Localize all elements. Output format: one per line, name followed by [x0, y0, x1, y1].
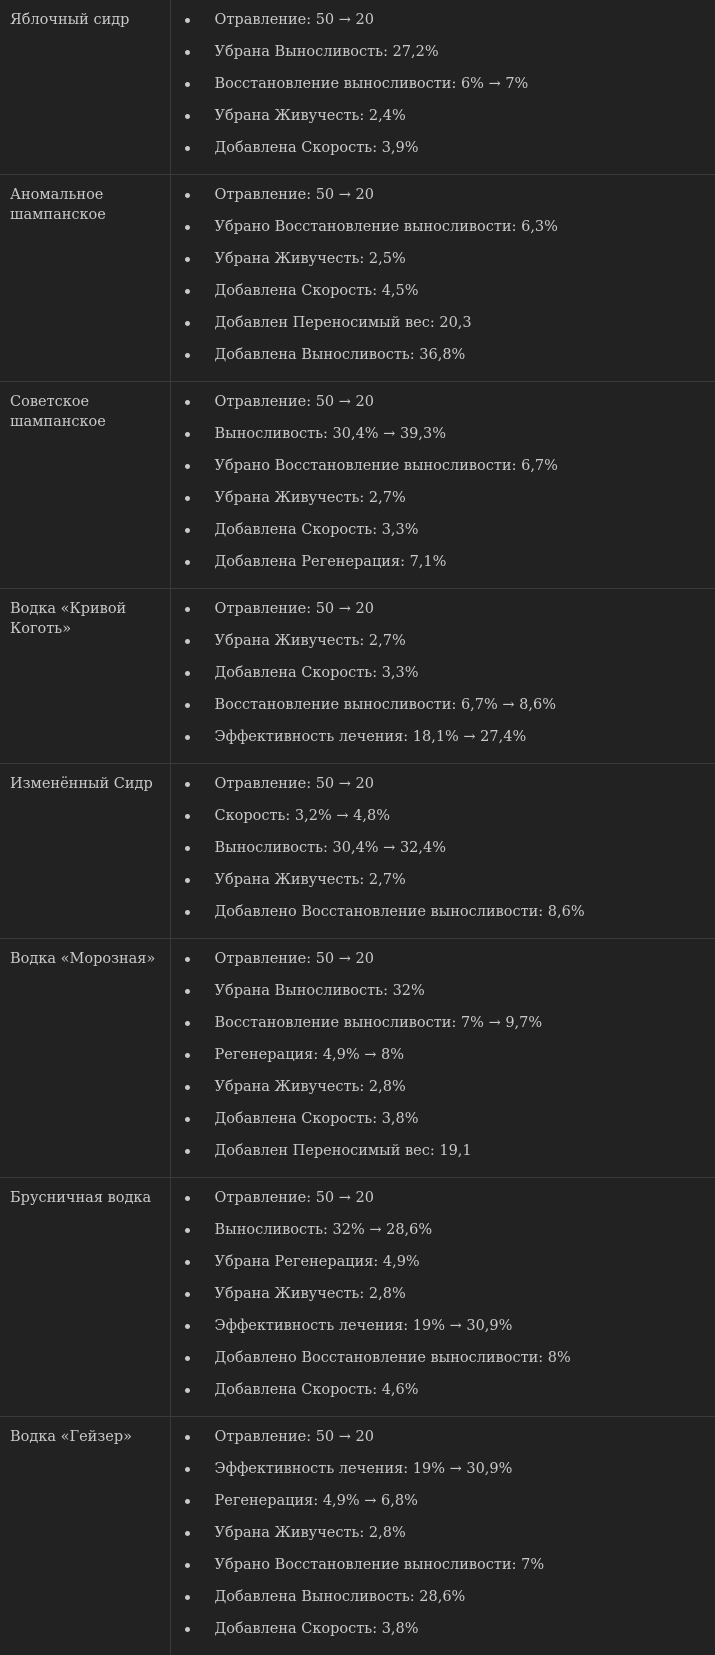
changes-cell [170, 939, 715, 1178]
changes-list [171, 764, 715, 938]
list-item [171, 1587, 715, 1619]
list-item [171, 392, 715, 424]
table-row [0, 382, 715, 589]
list-item [171, 1013, 715, 1045]
list-item [171, 870, 715, 902]
changes-cell [170, 764, 715, 939]
change-text: Отравление: 50 → 20 [215, 776, 374, 792]
bullet-icon [185, 1499, 190, 1504]
change-text: Добавлена Скорость: 3,8% [215, 1621, 419, 1637]
change-text: Скорость: 3,2% → 4,8% [215, 808, 390, 824]
list-item [171, 1380, 715, 1412]
list-item [171, 1555, 715, 1587]
table-row [0, 1178, 715, 1417]
list-item [171, 1045, 715, 1077]
list-item [171, 106, 715, 138]
drink-name: Яблочный сидр [0, 0, 170, 175]
bullet-icon [185, 146, 190, 151]
list-item [171, 1459, 715, 1491]
change-text: Убрана Регенерация: 4,9% [215, 1254, 420, 1270]
bullet-icon [185, 1324, 190, 1329]
list-item [171, 774, 715, 806]
change-text: Эффективность лечения: 19% → 30,9% [215, 1318, 513, 1334]
bullet-icon [185, 846, 190, 851]
change-text: Убрана Живучесть: 2,7% [215, 633, 406, 649]
list-item [171, 249, 715, 281]
drink-name: Водка «Кривой Коготь» [0, 589, 170, 764]
change-text: Добавлена Выносливость: 36,8% [215, 347, 466, 363]
bullet-icon [185, 1085, 190, 1090]
change-text: Отравление: 50 → 20 [215, 1429, 374, 1445]
bullet-icon [185, 1117, 190, 1122]
list-item [171, 599, 715, 631]
bullet-icon [185, 607, 190, 612]
list-item [171, 949, 715, 981]
list-item [171, 1109, 715, 1141]
change-text: Добавлено Восстановление выносливости: 8,6% [215, 904, 585, 920]
list-item [171, 902, 715, 934]
list-item [171, 138, 715, 170]
changes-list [171, 175, 715, 381]
changes-list [171, 589, 715, 763]
change-text: Убрана Живучесть: 2,5% [215, 251, 406, 267]
drink-name: Советское шампанское [0, 382, 170, 589]
bullet-icon [185, 496, 190, 501]
changes-cell [170, 1417, 715, 1655]
bullet-icon [185, 432, 190, 437]
change-text: Добавлена Скорость: 4,6% [215, 1382, 419, 1398]
change-text: Регенерация: 4,9% → 6,8% [215, 1493, 418, 1509]
change-text: Отравление: 50 → 20 [215, 951, 374, 967]
change-text: Выносливость: 30,4% → 39,3% [215, 426, 447, 442]
changes-cell [170, 1178, 715, 1417]
change-text: Добавлен Переносимый вес: 20,3 [215, 315, 472, 331]
list-item [171, 1316, 715, 1348]
list-item [171, 663, 715, 695]
change-text: Добавлена Выносливость: 28,6% [215, 1589, 466, 1605]
change-text: Добавлен Переносимый вес: 19,1 [215, 1143, 472, 1159]
changes-list [171, 939, 715, 1177]
list-item [171, 1077, 715, 1109]
changes-cell [170, 175, 715, 382]
changes-cell [170, 382, 715, 589]
list-item [171, 1220, 715, 1252]
list-item [171, 313, 715, 345]
bullet-icon [185, 1228, 190, 1233]
list-item [171, 631, 715, 663]
bullet-icon [185, 289, 190, 294]
change-text: Отравление: 50 → 20 [215, 1190, 374, 1206]
change-text: Отравление: 50 → 20 [215, 394, 374, 410]
changes-list [171, 1178, 715, 1416]
bullet-icon [185, 1531, 190, 1536]
list-item [171, 1523, 715, 1555]
table-row [0, 1417, 715, 1655]
list-item [171, 727, 715, 759]
bullet-icon [185, 1595, 190, 1600]
drink-name: Изменённый Сидр [0, 764, 170, 939]
change-text: Добавлена Скорость: 4,5% [215, 283, 419, 299]
bullet-icon [185, 257, 190, 262]
change-text: Добавлено Восстановление выносливости: 8% [215, 1350, 571, 1366]
drink-name: Аномальное шампанское [0, 175, 170, 382]
bullet-icon [185, 671, 190, 676]
list-item [171, 42, 715, 74]
bullet-icon [185, 957, 190, 962]
bullet-icon [185, 814, 190, 819]
changes-list [171, 0, 715, 174]
changes-cell [170, 589, 715, 764]
list-item [171, 1188, 715, 1220]
change-text: Добавлена Скорость: 3,8% [215, 1111, 419, 1127]
change-text: Восстановление выносливости: 6% → 7% [215, 76, 529, 92]
changes-list [171, 1417, 715, 1655]
list-item [171, 981, 715, 1013]
change-text: Убрана Живучесть: 2,8% [215, 1079, 406, 1095]
change-text: Убрана Живучесть: 2,8% [215, 1525, 406, 1541]
change-text: Добавлена Скорость: 3,9% [215, 140, 419, 156]
list-item [171, 456, 715, 488]
table-row [0, 589, 715, 764]
change-text: Восстановление выносливости: 7% → 9,7% [215, 1015, 543, 1031]
change-text: Добавлена Скорость: 3,3% [215, 665, 419, 681]
table-row [0, 0, 715, 175]
bullet-icon [185, 878, 190, 883]
bullet-icon [185, 989, 190, 994]
changes-list [171, 382, 715, 588]
change-text: Добавлена Регенерация: 7,1% [215, 554, 447, 570]
list-item [171, 1348, 715, 1380]
bullet-icon [185, 400, 190, 405]
bullet-icon [185, 321, 190, 326]
change-text: Регенерация: 4,9% → 8% [215, 1047, 405, 1063]
list-item [171, 1284, 715, 1316]
change-text: Убрана Живучесть: 2,4% [215, 108, 406, 124]
list-item [171, 806, 715, 838]
table-row [0, 764, 715, 939]
bullet-icon [185, 782, 190, 787]
list-item [171, 488, 715, 520]
list-item [171, 1252, 715, 1284]
bullet-icon [185, 1260, 190, 1265]
list-item [171, 1619, 715, 1651]
bullet-icon [185, 639, 190, 644]
changes-cell [170, 0, 715, 175]
list-item [171, 10, 715, 42]
change-text: Эффективность лечения: 19% → 30,9% [215, 1461, 513, 1477]
list-item [171, 424, 715, 456]
change-text: Восстановление выносливости: 6,7% → 8,6% [215, 697, 557, 713]
list-item [171, 520, 715, 552]
bullet-icon [185, 528, 190, 533]
bullet-icon [185, 193, 190, 198]
drink-name: Брусничная водка [0, 1178, 170, 1417]
change-text: Выносливость: 30,4% → 32,4% [215, 840, 447, 856]
bullet-icon [185, 703, 190, 708]
bullet-icon [185, 225, 190, 230]
bullet-icon [185, 560, 190, 565]
bullet-icon [185, 1021, 190, 1026]
bullet-icon [185, 1435, 190, 1440]
change-text: Отравление: 50 → 20 [215, 187, 374, 203]
bullet-icon [185, 1149, 190, 1154]
change-text: Убрана Живучесть: 2,8% [215, 1286, 406, 1302]
change-text: Убрано Восстановление выносливости: 6,3% [215, 219, 558, 235]
bullet-icon [185, 1467, 190, 1472]
table-row [0, 175, 715, 382]
drink-name: Водка «Морозная» [0, 939, 170, 1178]
list-item [171, 838, 715, 870]
change-text: Убрано Восстановление выносливости: 7% [215, 1557, 545, 1573]
bullet-icon [185, 910, 190, 915]
bullet-icon [185, 735, 190, 740]
change-text: Убрана Живучесть: 2,7% [215, 872, 406, 888]
bullet-icon [185, 1388, 190, 1393]
bullet-icon [185, 1356, 190, 1361]
bullet-icon [185, 1292, 190, 1297]
bullet-icon [185, 18, 190, 23]
change-text: Убрано Восстановление выносливости: 6,7% [215, 458, 558, 474]
bullet-icon [185, 1627, 190, 1632]
change-text: Эффективность лечения: 18,1% → 27,4% [215, 729, 527, 745]
table-row [0, 939, 715, 1178]
bullet-icon [185, 1053, 190, 1058]
change-text: Убрана Выносливость: 32% [215, 983, 425, 999]
list-item [171, 1141, 715, 1173]
list-item [171, 281, 715, 313]
change-text: Убрана Живучесть: 2,7% [215, 490, 406, 506]
change-text: Отравление: 50 → 20 [215, 601, 374, 617]
change-text: Выносливость: 32% → 28,6% [215, 1222, 433, 1238]
bullet-icon [185, 1563, 190, 1568]
list-item [171, 1491, 715, 1523]
bullet-icon [185, 353, 190, 358]
drink-name: Водка «Гейзер» [0, 1417, 170, 1655]
list-item [171, 552, 715, 584]
list-item [171, 185, 715, 217]
change-text: Отравление: 50 → 20 [215, 12, 374, 28]
bullet-icon [185, 82, 190, 87]
list-item [171, 217, 715, 249]
change-text: Убрана Выносливость: 27,2% [215, 44, 439, 60]
bullet-icon [185, 114, 190, 119]
bullet-icon [185, 50, 190, 55]
list-item [171, 345, 715, 377]
bullet-icon [185, 1196, 190, 1201]
bullet-icon [185, 464, 190, 469]
list-item [171, 695, 715, 727]
list-item [171, 74, 715, 106]
change-text: Добавлена Скорость: 3,3% [215, 522, 419, 538]
list-item [171, 1427, 715, 1459]
